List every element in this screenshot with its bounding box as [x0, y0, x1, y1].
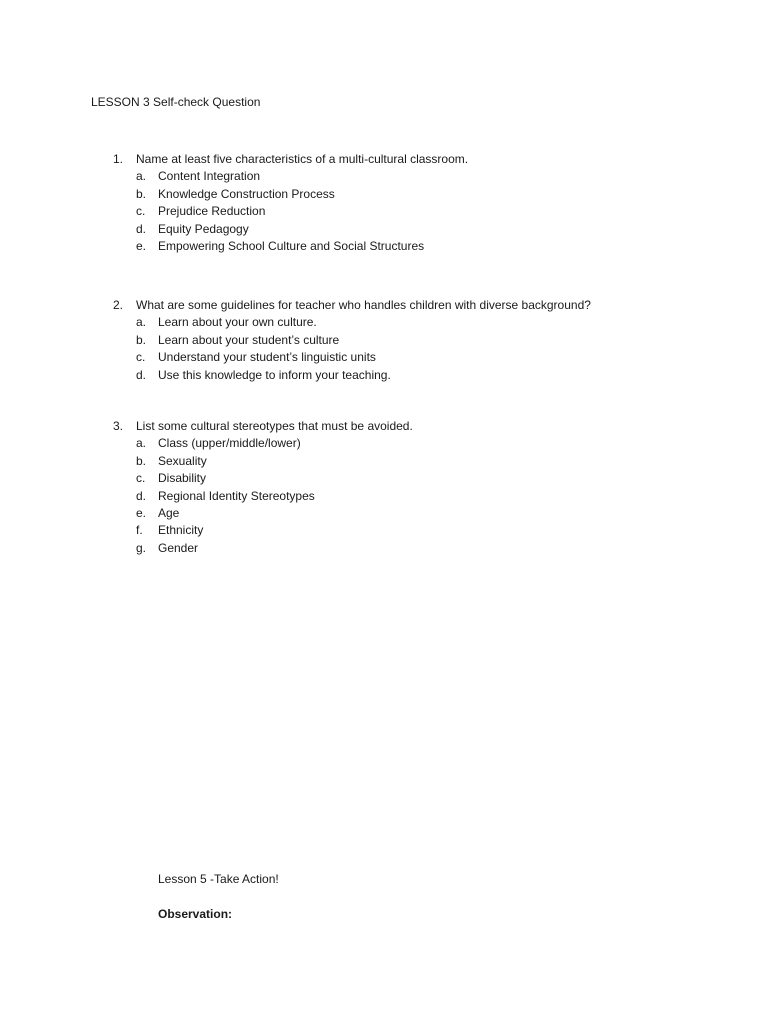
- list-item: [113, 203, 673, 220]
- list-item: [113, 238, 673, 255]
- question-1: [113, 151, 673, 255]
- item-text: Sexuality: [158, 453, 207, 468]
- item-text: Equity Pedagogy: [158, 221, 249, 236]
- item-text: Understand your student’s linguistic units: [158, 350, 376, 365]
- observation-label: Observation:: [158, 907, 233, 921]
- question-text: What are some guidelines for teacher who handles children with diverse background?: [136, 298, 591, 312]
- item-letter: b.: [136, 453, 147, 468]
- list-item: [113, 505, 673, 522]
- question-3-line: [113, 418, 673, 435]
- lesson-5-heading: Lesson 5 -Take Action!: [158, 872, 279, 886]
- item-letter: b.: [136, 332, 147, 347]
- list-item: [113, 435, 673, 452]
- question-number: 1.: [113, 152, 124, 166]
- item-letter: e.: [136, 505, 147, 520]
- item-letter: f.: [136, 523, 143, 538]
- item-text: Empowering School Culture and Social Structures: [158, 238, 425, 253]
- item-text: Content Integration: [158, 169, 261, 184]
- item-letter: b.: [136, 186, 147, 201]
- page-title: LESSON 3 Self-check Question: [91, 95, 261, 109]
- item-text: Use this knowledge to inform your teaching.: [158, 367, 391, 382]
- item-text: Gender: [158, 540, 199, 555]
- question-1-line: [113, 151, 673, 168]
- item-letter: d.: [136, 488, 147, 503]
- item-letter: a.: [136, 436, 147, 451]
- item-text: Learn about your own culture.: [158, 315, 317, 330]
- question-text: Name at least five characteristics of a multi-cultural classroom.: [136, 152, 469, 166]
- question-number: 2.: [113, 298, 124, 312]
- answer-list: [113, 435, 673, 557]
- item-letter: e.: [136, 238, 147, 253]
- answer-list: [113, 168, 673, 255]
- list-item: [113, 367, 673, 384]
- item-letter: a.: [136, 315, 147, 330]
- list-item: [113, 332, 673, 349]
- list-item: [113, 186, 673, 203]
- list-item: [113, 488, 673, 505]
- list-item: [113, 470, 673, 487]
- item-text: Age: [158, 505, 180, 520]
- item-text: Ethnicity: [158, 523, 204, 538]
- list-item: [113, 314, 673, 331]
- question-2: [113, 297, 673, 384]
- item-letter: g.: [136, 540, 147, 555]
- question-3: [113, 418, 673, 557]
- list-item: [113, 221, 673, 238]
- list-item: [113, 453, 673, 470]
- list-item: [113, 168, 673, 185]
- item-text: Class (upper/middle/lower): [158, 436, 301, 451]
- item-letter: a.: [136, 169, 147, 184]
- answer-list: [113, 314, 673, 384]
- item-text: Regional Identity Stereotypes: [158, 488, 315, 503]
- item-text: Learn about your student’s culture: [158, 332, 340, 347]
- item-letter: d.: [136, 221, 147, 236]
- item-text: Knowledge Construction Process: [158, 186, 335, 201]
- list-item: [113, 349, 673, 366]
- item-letter: d.: [136, 367, 147, 382]
- item-letter: c.: [136, 350, 146, 365]
- question-2-line: [113, 297, 673, 314]
- item-letter: c.: [136, 471, 146, 486]
- list-item: [113, 540, 673, 557]
- list-item: [113, 522, 673, 539]
- item-text: Disability: [158, 471, 207, 486]
- item-text: Prejudice Reduction: [158, 204, 266, 219]
- question-text: List some cultural stereotypes that must be avoided.: [136, 419, 413, 433]
- question-number: 3.: [113, 419, 124, 433]
- item-letter: c.: [136, 204, 146, 219]
